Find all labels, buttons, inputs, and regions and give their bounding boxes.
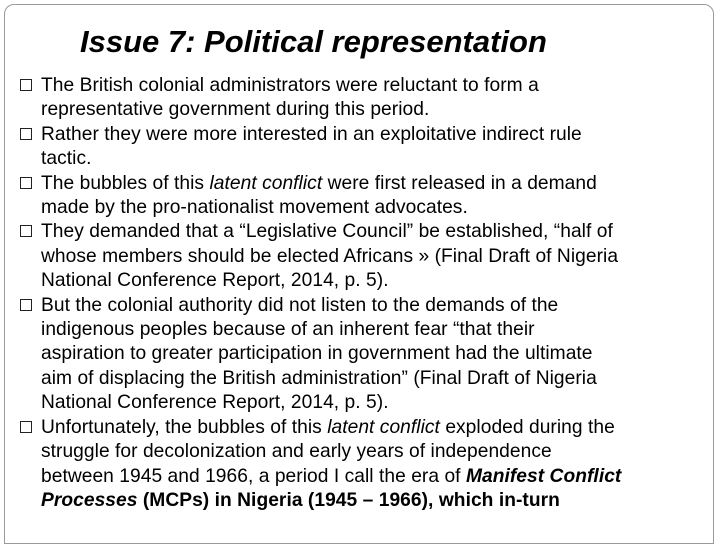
bullet-line xyxy=(41,489,712,513)
text-run: They demanded that a “Legislative Council” be established, “half of xyxy=(41,221,613,243)
bullet-item xyxy=(0,74,720,123)
text-run: Manifest Conflict xyxy=(465,465,622,487)
bullet-line xyxy=(41,172,712,196)
bullet-line xyxy=(41,367,712,391)
bullet-list xyxy=(0,74,720,513)
text-run: National Conference Report, 2014, p. 5). xyxy=(41,270,389,292)
text-run: tactic. xyxy=(41,148,92,170)
text-run: whose members should be elected Africans » (Final Draft of Nigeria xyxy=(41,245,619,267)
bullet-line xyxy=(41,98,712,122)
bullet-line xyxy=(41,220,712,244)
bullet-item xyxy=(0,416,720,514)
bullet-line xyxy=(41,245,712,269)
bullet-item xyxy=(0,123,720,172)
text-run: National Conference Report, 2014, p. 5). xyxy=(41,392,389,414)
checkbox-bullet-icon xyxy=(20,128,32,140)
text-run: Rather they were more interested in an exploitative indirect rule xyxy=(41,123,582,145)
bullet-line xyxy=(41,318,712,342)
bullet-line xyxy=(41,294,712,318)
checkbox-bullet-icon xyxy=(20,299,32,311)
text-run: aspiration to greater participation in government had the ultimate xyxy=(41,343,593,365)
bullet-item xyxy=(0,294,720,416)
checkbox-bullet-icon xyxy=(20,177,32,189)
text-run: exploded during the xyxy=(439,416,615,438)
text-run: made by the pro-nationalist movement advocates. xyxy=(41,197,468,219)
text-run: But the colonial authority did not listen to the demands of the xyxy=(41,294,559,316)
text-run: aim of displacing the British administration” (Final Draft of Nigeria xyxy=(41,367,597,389)
text-run: between 1945 and 1966, a period I call the era of xyxy=(41,465,466,487)
text-run: latent conflict xyxy=(209,172,323,194)
bullet-line xyxy=(41,440,712,464)
bullet-line xyxy=(41,147,712,171)
bullet-line xyxy=(41,74,712,98)
text-run: Unfortunately, the bubbles of this xyxy=(41,416,328,438)
text-run: (MCPs) in Nigeria (1945 – 1966), which in-turn xyxy=(137,489,560,511)
text-run: The bubbles of this xyxy=(41,172,210,194)
checkbox-bullet-icon xyxy=(20,421,32,433)
bullet-line xyxy=(41,416,712,440)
text-run: were first released in a demand xyxy=(322,172,597,194)
bullet-line xyxy=(41,391,712,415)
bullet-line xyxy=(41,196,712,220)
checkbox-bullet-icon xyxy=(20,79,32,91)
slide-title: Issue 7: Political representation xyxy=(80,24,547,59)
text-run: representative government during this period. xyxy=(41,99,430,121)
text-run: indigenous peoples because of an inherent fear “that their xyxy=(41,319,535,341)
bullet-line xyxy=(41,342,712,366)
checkbox-bullet-icon xyxy=(20,225,32,237)
text-run: Processes xyxy=(41,489,138,511)
bullet-line xyxy=(41,269,712,293)
bullet-item xyxy=(0,220,720,293)
text-run: struggle for decolonization and early years of independence xyxy=(41,441,552,463)
bullet-item xyxy=(0,172,720,221)
bullet-line xyxy=(41,123,712,147)
text-run: latent conflict xyxy=(327,416,440,438)
bullet-line xyxy=(41,465,712,489)
text-run: The British colonial administrators were reluctant to form a xyxy=(41,75,539,96)
